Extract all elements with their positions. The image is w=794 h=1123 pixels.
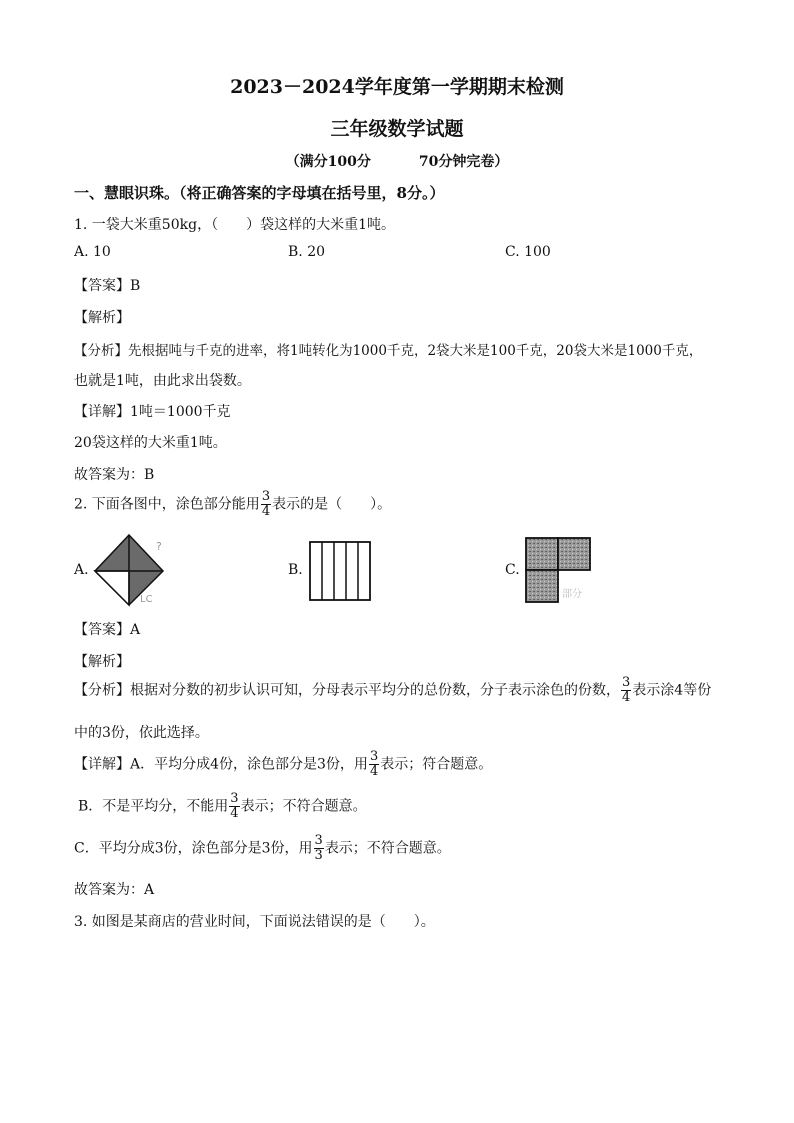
figure-mark-a: ?: [156, 540, 162, 553]
q1-option-a: A. 10: [74, 244, 111, 260]
fraction: [314, 834, 324, 863]
fraction: [369, 750, 379, 779]
fraction-numerator: 3: [369, 749, 379, 764]
q2-detail-c-tail: 表示；不符合题意。: [324, 840, 451, 857]
q2-answer: 【答案】A: [74, 622, 141, 638]
q2-detail-c: [74, 834, 451, 863]
fraction-denominator: 4: [622, 690, 631, 705]
figure-mark-c: 部分: [562, 589, 582, 600]
diamond-figure: [92, 532, 172, 608]
q2-detail-b-text: B．不是平均分，不能用: [78, 798, 229, 815]
fraction-denominator: 4: [261, 504, 271, 519]
score-note: （满分100分: [285, 154, 371, 170]
fraction-numerator: 3: [622, 675, 631, 690]
q2-conclusion: 故答案为：A: [74, 882, 155, 898]
q1-stem: 1. 一袋大米重50kg，（ ）袋这样的大米重1吨。: [74, 217, 395, 233]
q2-detail-b-tail: 表示；不符合题意。: [240, 798, 367, 815]
fraction: [229, 792, 239, 821]
bars-figure: [308, 540, 372, 604]
q2-stem-text-a: 2. 下面各图中，涂色部分能用: [74, 496, 260, 513]
q2-detail-b: [78, 792, 367, 821]
q1-option-b: B. 20: [288, 244, 326, 260]
fraction: [621, 676, 631, 705]
q1-detail-line2: 20袋这样的大米重1吨。: [74, 435, 227, 451]
q1-answer: 【答案】B: [74, 278, 141, 294]
fraction-denominator: 3: [314, 848, 323, 863]
q2-detail-a-tail: 表示；符合题意。: [380, 756, 493, 773]
fraction-numerator: 3: [261, 489, 271, 504]
q1-analysis-line2: 也就是1吨，由此求出袋数。: [74, 373, 251, 389]
exam-subtitle: 三年级数学试题: [330, 118, 464, 140]
q2-stem: [74, 490, 391, 519]
time-note: 70分钟完卷）: [418, 154, 509, 170]
q1-analysis-line1: 【分析】先根据吨与千克的进率，将1吨转化为1000千克，2袋大米是100千克，20袋大米是1000千克，: [74, 343, 703, 359]
q2-analysis-line2: 中的3份，依此选择。: [74, 725, 209, 741]
q2-option-b-label: B.: [288, 562, 303, 578]
q2-stem-text-b: 表示的是（ ）。: [272, 496, 392, 513]
q2-option-a-label: A.: [74, 562, 89, 578]
q2-detail-c-text: C．平均分成3份，涂色部分是3份，用: [74, 840, 313, 857]
q2-detail-a-text: 【详解】A．平均分成4份，涂色部分是3份，用: [74, 756, 368, 773]
q1-analysis-tag: 【解析】: [74, 310, 130, 326]
exam-note: [0, 151, 794, 171]
squares-figure: [522, 535, 598, 607]
q2-analysis-text-b: 表示涂4等份: [632, 682, 712, 699]
q1-conclusion: 故答案为：B: [74, 467, 155, 483]
q1-detail-line1: 【详解】1吨＝1000千克: [74, 404, 231, 420]
q2-analysis-tag: 【解析】: [74, 654, 130, 670]
fraction-denominator: 4: [369, 764, 379, 779]
q2-detail-a: [74, 750, 492, 779]
fraction: [261, 490, 271, 519]
q3-stem: 3. 如图是某商店的营业时间，下面说法错误的是（ ）。: [74, 914, 435, 930]
q2-option-c-label: C.: [505, 562, 520, 578]
fraction-denominator: 4: [230, 806, 239, 821]
q2-analysis-line1: [74, 676, 711, 705]
exam-title: 2023－2024学年度第一学期期末检测: [230, 76, 564, 98]
figure-mark-b: LC: [140, 594, 153, 605]
fraction-numerator: 3: [230, 791, 239, 806]
q1-option-c: C. 100: [505, 244, 551, 260]
q2-analysis-text-a: 【分析】根据对分数的初步认识可知，分母表示平均分的总份数，分子表示涂色的份数，: [74, 682, 620, 699]
section-heading: 一、慧眼识珠。（将正确答案的字母填在括号里，8分。）: [74, 184, 445, 202]
fraction-numerator: 3: [314, 833, 323, 848]
